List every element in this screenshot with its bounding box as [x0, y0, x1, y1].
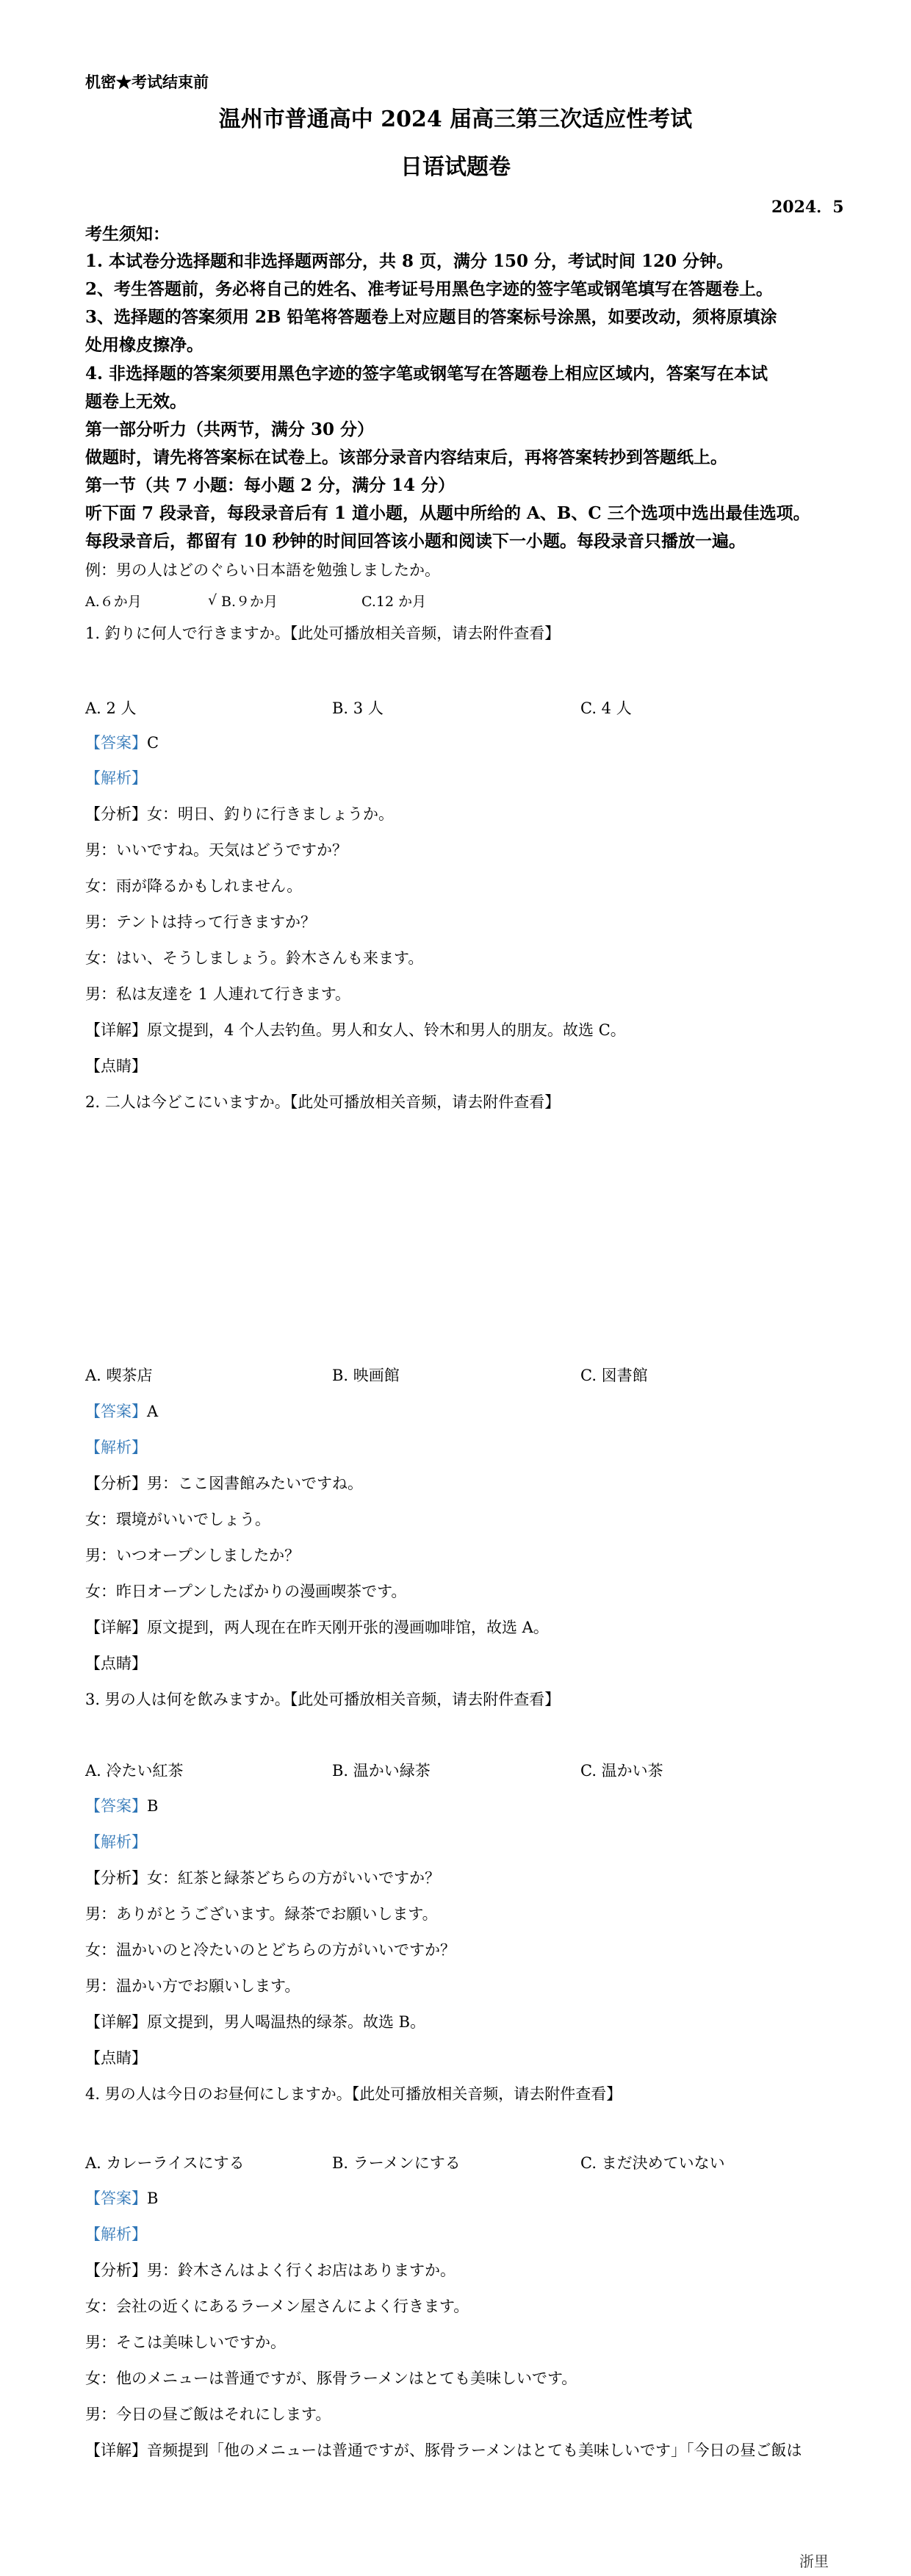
q1-dialog-line: 男：テントは持って行きますか？: [85, 913, 316, 931]
section-instruction: 听下面 7 段录音，每段录音后有 1 道小题，从题中所给的 A、B、C 三个选项中选出最佳选项。: [85, 503, 810, 523]
q1-dialog-line: 女：はい、そうしましょう。鈴木さんも来ます。: [85, 949, 424, 967]
q2-comment: 【点睛】: [85, 1655, 147, 1672]
q4-option-a: A. カレーライスにする: [85, 2154, 245, 2172]
notice-item: 题卷上无效。: [85, 392, 187, 411]
audio-note: 【此处可播放相关音频，请去附件查看】: [289, 1691, 561, 1708]
q4-detail: 【详解】音频提到「他のメニューは普通ですが、豚骨ラーメンはとても美味しいです」「今日の昼ご飯は: [85, 2442, 802, 2459]
exam-title: 温州市普通高中 2024 届高三第三次适应性考试: [218, 107, 693, 132]
q2-analysis: 【解析】: [85, 1439, 147, 1456]
q1-detail: 【详解】原文提到，4 个人去钓鱼。男人和女人、铃木和男人的朋友。故选 C。: [85, 1021, 626, 1039]
q1-question: 1. 釣りに何人で行きますか。【此处可播放相关音频，请去附件查看】: [85, 625, 561, 642]
q2-answer: 【答案】A: [85, 1403, 159, 1420]
q3-analysis: 【解析】: [85, 1833, 147, 1851]
q2-option-b: B. 映画館: [332, 1367, 400, 1384]
q2-option-a: A. 喫茶店: [85, 1367, 153, 1384]
q1-option-b: B. 3 人: [332, 699, 384, 717]
q1-option-a: A. 2 人: [85, 699, 137, 717]
notice-heading: 考生须知：: [85, 224, 170, 244]
q1-analysis: 【解析】: [85, 769, 147, 787]
q2-dialog-line: 女：環境がいいでしょう。: [85, 1511, 270, 1528]
q4-option-b: B. ラーメンにする: [332, 2154, 461, 2172]
q2-detail: 【详解】原文提到，两人现在在昨天刚开张的漫画咖啡馆，故选 A。: [85, 1619, 549, 1636]
q3-dialog-line: 女：温かいのと冷たいのとどちらの方がいいですか？: [85, 1941, 455, 1959]
q3-dialog-line: 男：温かい方でお願いします。: [85, 1977, 300, 1995]
secret-mark: 机密★考试结束前: [85, 73, 209, 91]
notice-item: 1. 本试卷分选择题和非选择题两部分，共 8 页，满分 150 分，考试时间 120 分钟。: [85, 251, 734, 271]
q4-dialog-line: 女：他のメニューは普通ですが、豚骨ラーメンはとても美味しいです。: [85, 2370, 577, 2387]
example-option-a: A.６か月: [85, 594, 142, 610]
section-instruction: 每段录音后，都留有 10 秒钟的时间回答该小题和阅读下一小题。每段录音只播放一遍。: [85, 531, 746, 551]
audio-note: 【此处可播放相关音频，请去附件查看】: [351, 2085, 622, 2103]
q3-answer: 【答案】B: [85, 1797, 159, 1815]
q4-analysis: 【解析】: [85, 2226, 147, 2243]
q1-comment: 【点睛】: [85, 1057, 147, 1075]
q2-option-c: C. 図書館: [580, 1367, 648, 1384]
section-heading: 第一节（共 7 小题：每小题 2 分，满分 14 分）: [85, 475, 455, 495]
q3-dialog-line: 【分析】女：紅茶と緑茶どちらの方がいいですか？: [85, 1869, 440, 1887]
page-footer: 浙里: [799, 2552, 829, 2570]
q3-question: 3. 男の人は何を飲みますか。【此处可播放相关音频，请去附件查看】: [85, 1691, 561, 1708]
audio-note: 【此处可播放相关音频，请去附件查看】: [289, 625, 561, 642]
q4-dialog-line: 男：今日の昼ご飯はそれにします。: [85, 2406, 331, 2423]
q4-dialog-line: 男：そこは美味しいですか。: [85, 2334, 286, 2351]
q3-option-a: A. 冷たい紅茶: [85, 1762, 184, 1780]
q1-dialog-line: 男：いいですね。天気はどうですか？: [85, 841, 348, 859]
q3-dialog-line: 男：ありがとうございます。緑茶でお願いします。: [85, 1905, 438, 1923]
audio-note: 【此处可播放相关音频，请去附件查看】: [289, 1093, 561, 1111]
q4-question: 4. 男の人は今日のお昼何にしますか。【此处可播放相关音频，请去附件查看】: [85, 2085, 622, 2103]
q4-dialog-line: 【分析】男：鈴木さんはよく行くお店はありますか。: [85, 2262, 455, 2279]
q1-dialog-line: 男：私は友達を 1 人連れて行きます。: [85, 985, 351, 1003]
q1-answer: 【答案】C: [85, 734, 159, 752]
notice-item: 3、选择题的答案须用 2B 铅笔将答题卷上对应题目的答案标号涂黑，如要改动，须将原填涂: [85, 307, 777, 327]
q4-option-c: C. まだ決めていない: [580, 2154, 725, 2172]
part1-heading: 第一部分听力（共两节，满分 30 分）: [85, 420, 375, 439]
q1-dialog-line: 女：雨が降るかもしれません。: [85, 877, 303, 895]
q3-detail: 【详解】原文提到，男人喝温热的绿茶。故选 B。: [85, 2013, 426, 2031]
example-question: 例：男の人はどのぐらい日本語を勉強しましたか。: [85, 561, 440, 579]
q3-comment: 【点睛】: [85, 2049, 147, 2067]
q2-question: 2. 二人は今どこにいますか。【此处可播放相关音频，请去附件查看】: [85, 1093, 561, 1111]
q2-dialog-line: 男：いつオープンしましたか？: [85, 1547, 300, 1564]
example-option-c: C.12 か月: [361, 594, 427, 610]
exam-subtitle: 日语试题卷: [400, 154, 511, 180]
notice-item: 2、考生答题前，务必将自己的姓名、准考证号用黑色字迹的签字笔或钢笔填写在答题卷上。: [85, 279, 774, 299]
example-option-b: B.９か月: [221, 594, 278, 610]
q3-option-c: C. 温かい茶: [580, 1762, 663, 1780]
notice-item: 处用橡皮擦净。: [85, 335, 204, 355]
q1-dialog-line: 【分析】女：明日、釣りに行きましょうか。: [85, 805, 394, 823]
notice-item: 4. 非选择题的答案须要用黑色字迹的签字笔或钢笔写在答题卷上相应区域内，答案写在本试: [85, 364, 768, 384]
q4-answer: 【答案】B: [85, 2190, 159, 2207]
q2-dialog-line: 【分析】男：ここ図書館みたいですね。: [85, 1475, 363, 1492]
q3-option-b: B. 温かい緑茶: [332, 1762, 431, 1780]
q4-dialog-line: 女：会社の近くにあるラーメン屋さんによく行きます。: [85, 2298, 469, 2315]
part1-instruction: 做题时，请先将答案标在试卷上。该部分录音内容结束后，再将答案转抄到答题纸上。: [85, 447, 727, 467]
exam-date: 2024．5: [771, 198, 844, 217]
check-mark-icon: √: [208, 592, 217, 608]
q1-option-c: C. 4 人: [580, 699, 632, 717]
q2-dialog-line: 女：昨日オープンしたばかりの漫画喫茶です。: [85, 1583, 407, 1600]
